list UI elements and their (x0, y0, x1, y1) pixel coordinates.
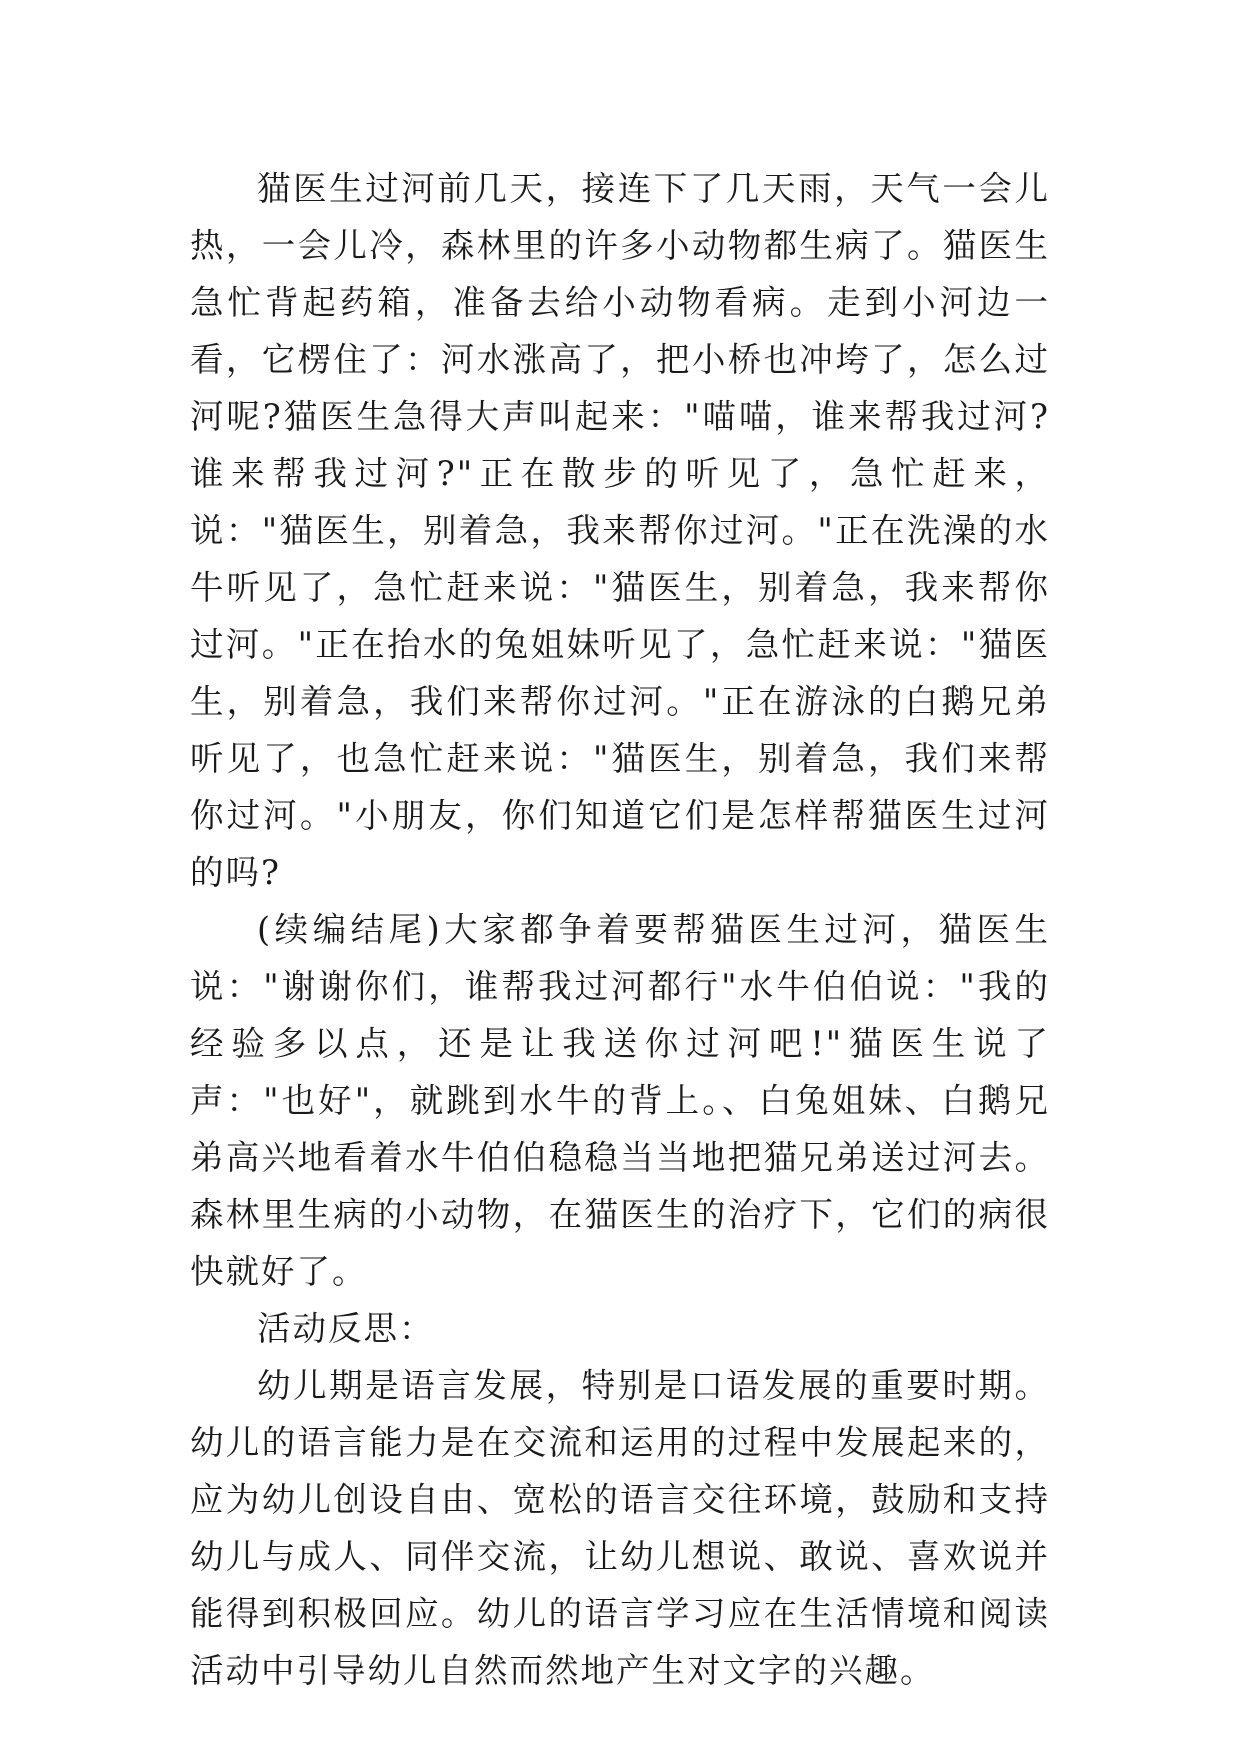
paragraph-ending: (续编结尾)大家都争着要帮猫医生过河，猫医生说："谢谢你们，谁帮我过河都行"水牛伯伯说："我的经验多以点，还是让我送你过河吧!"猫医生说了声："也好"，就跳到水牛的背上。、白兔姐妹、白鹅兄弟高兴地看着水牛伯伯稳稳当当地把猫兄弟送过河去。森林里生病的小动物，在猫医生的治疗下，它们的病很快就好了。 (190, 910, 1050, 1291)
paragraph-reflection: 幼儿期是语言发展，特别是口语发展的重要时期。幼儿的语言能力是在交流和运用的过程中发展起来的，应为幼儿创设自由、宽松的语言交往环境，鼓励和支持幼儿与成人、同伴交流，让幼儿想说、敢说、喜欢说并能得到积极回应。幼儿的语言学习应在生活情境和阅读活动中引导幼儿自然而然地产生对文字的兴趣。 (190, 1366, 1050, 1690)
paragraph-reflection-heading: 活动反思： (257, 1309, 435, 1348)
body-text (190, 160, 1050, 1699)
paragraph-story: 猫医生过河前几天，接连下了几天雨，天气一会儿热，一会儿冷，森林里的许多小动物都生病了。猫医生急忙背起药箱，准备去给小动物看病。走到小河边一看，它楞住了：河水涨高了，把小桥也冲垮了，怎么过河呢?猫医生急得大声叫起来："喵喵，谁来帮我过河?谁来帮我过河?"正在散步的听见了，急忙赶来，说："猫医生，别着急，我来帮你过河。"正在洗澡的水牛听见了，急忙赶来说："猫医生，别着急，我来帮你过河。"正在抬水的兔姐妹听见了，急忙赶来说："猫医生，别着急，我们来帮你过河。"正在游泳的白鹅兄弟听见了，也急忙赶来说："猫医生，别着急，我们来帮你过河。"小朋友，你们知道它们是怎样帮猫医生过河的吗? (190, 169, 1050, 892)
